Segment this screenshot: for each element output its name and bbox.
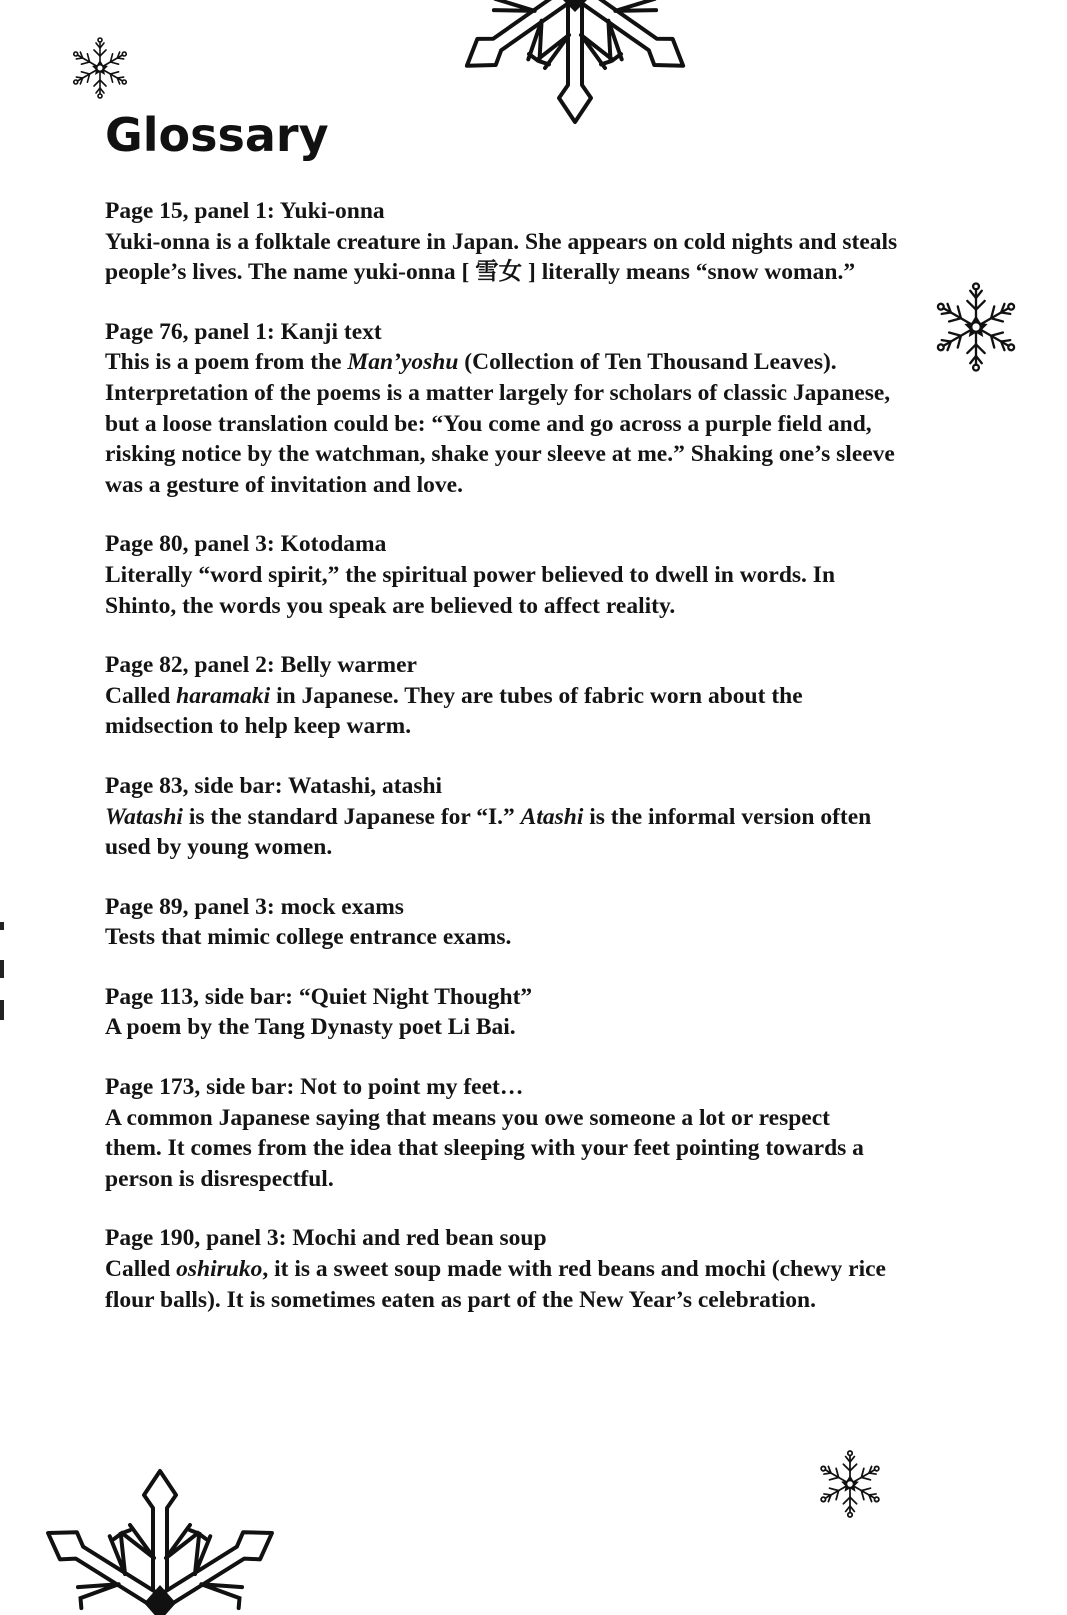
definition-text: is the standard Japanese for “I.” — [182, 803, 521, 830]
page-edge-mark — [0, 1000, 4, 1020]
page-edge-mark — [0, 922, 4, 930]
entry-definition-line — [105, 711, 965, 742]
definition-text: but a loose translation could be: “You come and go across a purple field and, — [105, 410, 872, 437]
definition-text: was a gesture of invitation and love. — [105, 471, 463, 498]
definition-text: risking notice by the watchman, shake your sleeve at me.” Shaking one’s sleeve — [105, 441, 895, 468]
definition-text: in Japanese. They are tubes of fabric worn about the — [270, 682, 803, 709]
glossary-entry — [105, 196, 965, 288]
entry-definition-line — [105, 378, 965, 409]
entry-definition-line — [105, 409, 965, 440]
glossary-entry — [105, 529, 965, 621]
page-title: Glossary — [105, 108, 329, 162]
italic-term: Atashi — [520, 803, 584, 830]
entry-heading: Page 113, side bar: “Quiet Night Thought” — [105, 983, 533, 1010]
entry-definition-line — [105, 227, 965, 258]
definition-text: Called — [105, 1256, 177, 1283]
definition-text: Shinto, the words you speak are believed to affect reality. — [105, 592, 676, 619]
entry-definition-line — [105, 1254, 965, 1285]
entry-definition-line — [105, 1133, 965, 1164]
entry-definition-line — [105, 439, 965, 470]
entry-definition-line — [105, 1164, 965, 1195]
italic-term: Man’yoshu — [347, 349, 459, 376]
glossary-entry — [105, 982, 965, 1043]
definition-text: (Collection of Ten Thousand Leaves). — [458, 349, 837, 376]
snowflake-icon-bottom-right — [816, 1452, 884, 1516]
definition-text: them. It comes from the idea that sleeping with your feet pointing towards a — [105, 1135, 864, 1162]
definition-text: people’s lives. The name yuki-onna [ 雪女 ] literally means “snow woman.” — [105, 259, 856, 286]
definition-text: Tests that mimic college entrance exams. — [105, 924, 512, 951]
entry-definition-line — [105, 832, 965, 863]
entry-definition-line — [105, 1012, 965, 1043]
glossary-entry — [105, 1072, 965, 1194]
definition-text: Called — [105, 682, 177, 709]
entry-definition-line — [105, 1103, 965, 1134]
glossary-entry — [105, 317, 965, 501]
entry-heading: Page 190, panel 3: Mochi and red bean soup — [105, 1225, 547, 1252]
entry-heading: Page 89, panel 3: mock exams — [105, 893, 404, 920]
entry-definition-line — [105, 1285, 965, 1316]
italic-term: Watashi — [105, 803, 183, 830]
glossary-list — [105, 196, 965, 1344]
entry-heading: Page 15, panel 1: Yuki-onna — [105, 198, 385, 224]
definition-text: This is a poem from the — [105, 349, 348, 376]
glossary-entry — [105, 650, 965, 742]
glossary-entry — [105, 771, 965, 863]
definition-text: A common Japanese saying that means you owe someone a lot or respect — [105, 1104, 830, 1131]
entry-definition-line — [105, 681, 965, 712]
snowflake-icon-bottom-left — [40, 1455, 280, 1615]
entry-definition-line — [105, 560, 965, 591]
definition-text: A poem by the Tang Dynasty poet Li Bai. — [105, 1014, 516, 1041]
definition-text: flour balls). It is sometimes eaten as part of the New Year’s celebration. — [105, 1286, 816, 1313]
definition-text: is the informal version often — [583, 803, 872, 830]
entry-definition-line — [105, 591, 965, 622]
definition-text: used by young women. — [105, 834, 333, 861]
page-edge-mark — [0, 960, 4, 978]
entry-definition-line — [105, 922, 965, 953]
entry-heading: Page 76, panel 1: Kanji text — [105, 318, 382, 345]
entry-heading: Page 83, side bar: Watashi, atashi — [105, 772, 443, 799]
entry-definition-line — [105, 347, 965, 378]
definition-text: person is disrespectful. — [105, 1165, 334, 1192]
definition-text: , it is a sweet soup made with red beans and mochi (chewy rice — [262, 1256, 886, 1283]
snowflake-icon-top-center — [440, 0, 710, 140]
entry-definition-line — [105, 257, 965, 288]
entry-definition-line — [105, 802, 965, 833]
entry-heading: Page 173, side bar: Not to point my feet… — [105, 1074, 524, 1101]
italic-term: oshiruko — [176, 1256, 263, 1283]
glossary-entry — [105, 892, 965, 953]
italic-term: haramaki — [176, 682, 271, 709]
entry-heading: Page 80, panel 3: Kotodama — [105, 531, 387, 558]
definition-text: Literally “word spirit,” the spiritual power believed to dwell in words. In — [105, 561, 836, 588]
definition-text: Interpretation of the poems is a matter largely for scholars of classic Japanese, — [105, 379, 891, 406]
definition-text: Yuki-onna is a folktale creature in Japan. She appears on cold nights and steals — [105, 228, 898, 255]
glossary-entry — [105, 1223, 965, 1315]
snowflake-icon-top-left — [68, 36, 132, 100]
entry-heading: Page 82, panel 2: Belly warmer — [105, 652, 417, 679]
definition-text: midsection to help keep warm. — [105, 713, 412, 740]
entry-definition-line — [105, 470, 965, 501]
